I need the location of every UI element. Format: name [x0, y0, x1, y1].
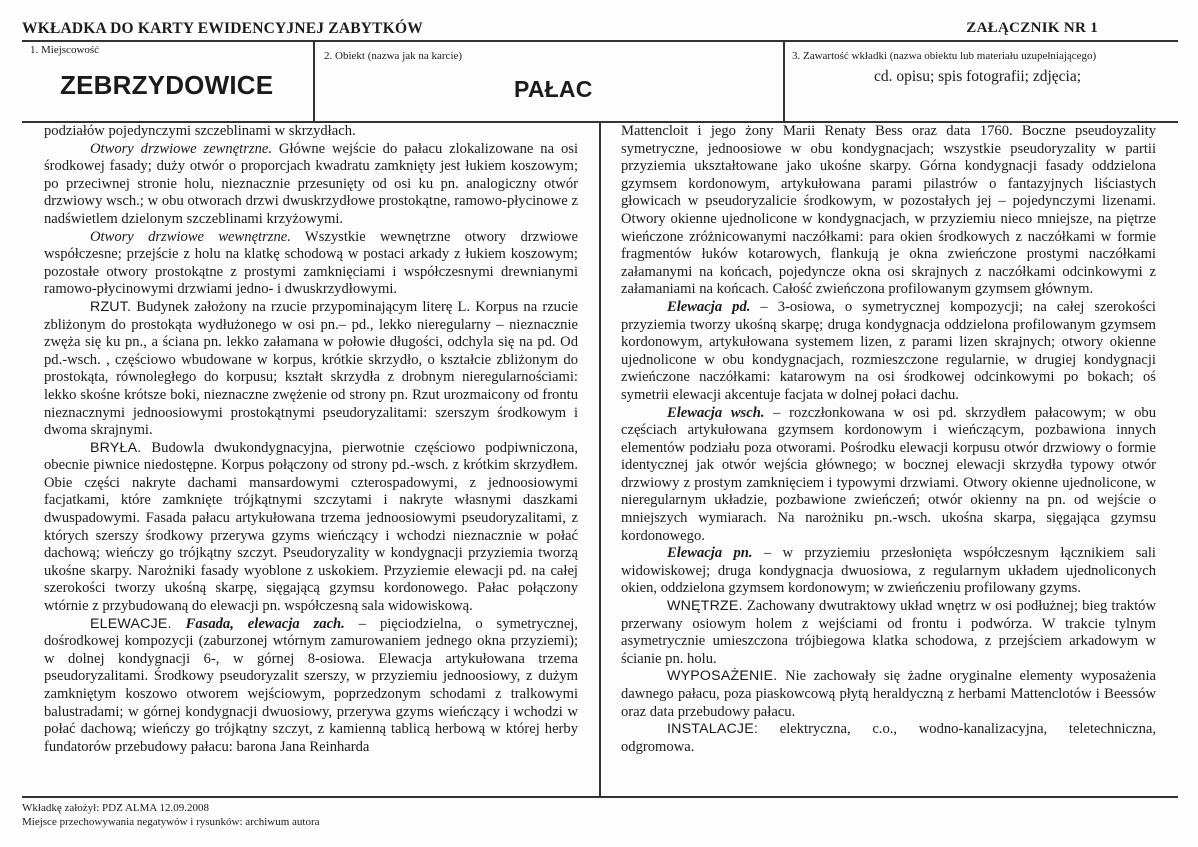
heading-interior: WNĘTRZE.: [667, 598, 743, 615]
subheading-facade: Fasada, elewacja zach.: [185, 615, 345, 632]
heading-plan: RZUT.: [90, 298, 132, 315]
text-north-elevation: – w przyziemiu przesłonięta współczesnym łącznikiem sali widowiskowej; druga kondygnacja dwuosiowa, z regularnym układem ujednoliconych okien, oddzielona gzymsem kordonowym; w zwieńczeniu profilowany gzyms.: [621, 545, 1156, 597]
paragraph-interior-doors: [44, 229, 578, 299]
paragraph-interior: [621, 598, 1156, 668]
locality-value: ZEBRZYDOWICE: [60, 70, 274, 100]
heading-exterior-doors: Otwory drzwiowe zewnętrzne.: [90, 140, 273, 157]
footer-author: Wkładkę założył: PDZ ALMA 12.09.2008: [22, 802, 209, 814]
paragraph-continued: podziałów pojedynczymi szczeblinami w skrzydłach.: [44, 123, 356, 139]
footer-rule: [22, 796, 1178, 798]
heading-east-elevation: Elewacja wsch.: [667, 404, 765, 421]
locality-label: 1. Miejscowość: [30, 44, 100, 56]
paragraph-north-elevation: [621, 545, 1156, 598]
heading-installations: INSTALACJE:: [667, 721, 759, 738]
paragraph-installations: [621, 721, 1156, 756]
text-interior: Zachowany dwutraktowy układ wnętrz w osi podłużnej; bieg traktów przerwany osiowym holem z wejściami od frontu i podwórza. W trakcie tylnym asymetrycznie umieszczona trójbiegowa klatka schodowa, z przejściem arkadowym w ścianie pn. holu.: [621, 598, 1156, 667]
paragraph-massing: [44, 440, 578, 616]
paragraph-furnishings: [621, 668, 1156, 721]
text-furnishings: Nie zachowały się żadne oryginalne elementy wyposażenia dawnego pałacu, poza piaskowcową płytą heraldyczną z herbami Mattenclotów i Beessów oraz data przebudowy pałacu.: [621, 668, 1156, 720]
contents-value: cd. opisu; spis fotografii; zdjęcia;: [874, 68, 1082, 85]
right-text-column: [621, 123, 1156, 756]
contents-label: 3. Zawartość wkładki (nazwa obiektu lub materiału uzupełniającego): [792, 50, 1097, 62]
object-value: PAŁAC: [514, 76, 593, 102]
text-plan: Budynek założony na rzucie przypominającym literę L. Korpus na rzucie zbliżonym do prostokąta wydłużonego w osi pn.– pd., lekko nieregularny – nieznacznie zwęża się ku pn., a ściana pn. lekko załamana w połowie długości, odchyla się na pd. Od pd.-wsch. , częściowo wbudowane w korpus, krótkie skrzydło, o kształcie zbliżonym do prostokąta, równoległego do korpusu; kształt skrzydła z drobnym nieregularnościami: lekko skośne krótsze boki, nieznaczne zwężenie od strony pn. Rzut urozmaicony od frontu nieznacznymi jednoosiowymi prostokątnymi pseudoryzalitami: szerszym środkowym i dwoma skrajnymi.: [44, 298, 578, 439]
paragraph-exterior-doors: [44, 141, 578, 229]
text-east-elevation: – rozczłonkowana w osi pd. skrzydłem pałacowym; w obu częściach artykułowana gzymsem kordonowym i wieńczącym, pozbawiona innych elementów podziału poza otworami. Pośrodku elewacji korpusu otwór drzwiowy o formie identycznej jak otwór wejścia głównego; w bocznej elewacji skrzydła typowy otwór drzwiowy z prostym zamknięciem i typowymi drzwiami. Otwory okienne ujednolicone, w nieregularnym układzie, pozbawione zwieńczeń; otwór okienny na pn. od wejście o mniejszych wymiarach. Na narożniku pn.-wsch. ukośna skarpa, sięgająca gzymsu kordonowego.: [621, 404, 1156, 544]
left-text-column: [44, 123, 578, 756]
paragraph-elevations: [44, 616, 578, 757]
column-divider: [599, 122, 601, 797]
heading-elevations: ELEWACJE.: [90, 615, 172, 632]
heading-south-elevation: Elewacja pd.: [667, 298, 751, 315]
paragraph-south-elevation: [621, 299, 1156, 405]
heading-north-elevation: Elewacja pn.: [667, 545, 753, 562]
annex-number: ZAŁĄCZNIK NR 1: [966, 20, 1098, 36]
paragraph-east-elevation: [621, 405, 1156, 546]
text-installations: elektryczna, c.o., wodno-kanalizacyjna, teletechniczna, odgromowa.: [621, 721, 1156, 755]
paragraph-plan: [44, 299, 578, 440]
heading-interior-doors: Otwory drzwiowe wewnętrzne.: [90, 228, 291, 245]
text-south-elevation: – 3-osiowa, o symetrycznej kompozycji; na całej szerokości przyziemia tworzy ukośną skarpę; druga kondygnacja oddzielona profilowanym gzymsem kordonowym, artykułowana systemem lizen, z parami lizen skrajnych; otwory okienne ujednolicone w obu kondygnacjach, rozmieszczone regularnie, w drugiej kondygnacji zwieńczone naczółkami: katarowym na osi środkowej odcinkowymi po bokach; oś symetrii elewacji akcentuje facjata w dolnej połaci dachu.: [621, 298, 1156, 403]
text-facade: – pięciodzielna, o symetrycznej, dośrodkowej kompozycji (zaburzonej wtórnym zamurowaniem jednego okna przyziemi); w dolnej kondygnacji 6-, w górnej 8-osiowa. Elewacja artykułowana trzema pseudoryzalitami. Środkowy pseudoryzalit szerszy, w przyziemiu jednoosiowy, z dużym zamkniętym koszowo otworem wejściowym, poprzedzonym schodami z tralkowymi balustradami; w górnej kondygnacji dwuosiowy, przerywa gzyms wieńczący i wchodzi w połać dachową; wieńczy go trójkątny szczyt, z kamienną tablicą herbową w której herby fundatorów przebudowy pałacu: barona Jana Reinharda: [44, 615, 578, 755]
document-title: WKŁADKA DO KARTY EWIDENCYJNEJ ZABYTKÓW: [22, 20, 423, 37]
text-exterior-doors: Główne wejście do pałacu zlokalizowane na osi środkowej fasady; duży otwór o proporcjach kwadratu zamknięty jest łukiem koszowym; po przeciwnej stronie holu, nieznacznie przesunięty od osi ku pn. analogiczny otwór drzwiowy wsch.; w obu otworach drzwi dwuskrzydłowe prostokątne, ramowo-płycinowe z nadświetlem dzielonym szczeblinami krzyżowymi.: [44, 140, 579, 227]
field-divider-2: [783, 40, 785, 122]
heading-furnishings: WYPOSAŻENIE.: [667, 668, 778, 685]
header-bar: [0, 20, 1198, 42]
field-divider-1: [313, 40, 315, 122]
text-massing: Budowla dwukondygnacyjna, pierwotnie częściowo podpiwniczona, obecnie piwnice niedostępne. Korpus połączony od strony pd.-wsch. z krótkim skrzydłem. Obie części nakryte dachami mansardowymi czterospadowymi, z jednoosiowymi facjatkami, które zamknięte trójkątnymi szczytami i nakryte własnymi daszkami dwuspadowymi. Fasada pałacu artykułowana trzema jednoosiowymi pseudoryzalitami, z których szerszy środkowy przerywa gzyms wieńczący i wchodzi nieznacznie w połać dachową; wieńczy go trójkątny szczyt. Pseudoryzality w kondygnacji przyziemia tworzą ukośne skarpy. Narożniki fasady wyoblone z uskokiem. Przyziemie elewacji pd. na całej szerokości tworzy ukośną skarpę, sięgającą gzymsu kordonowego. Pałac połączony wtórnie z przybudowaną do elewacji pn. współczesną sala widowiskową.: [44, 439, 578, 615]
text-interior-doors: Wszystkie wewnętrzne otwory drzwiowe współczesne; przejście z holu na klatkę schodową w postaci arkady z łukiem koszowym; pozostałe otwory prostokątne z prostymi zamknięciami i współczesnymi drewnianymi ramowo-płycinowymi drzwiami jedno- i dwuskrzydłowymi.: [44, 228, 578, 298]
heading-massing: BRYŁA.: [90, 439, 142, 456]
paragraph-facade-continued: Mattencloit i jego żony Marii Renaty Bess oraz data 1760. Boczne pseudoyzality symetryczne, jednoosiowe w obu kondygnacjach; wszystkie pseudoryzality w partii przyziemia ukształtowane jako ukośne skarpy. Górna kondygnacji fasady oddzielona gzymsem kordonowym, artykułowana parami pilastrów o fantazyjnych liściastych głowicach w pseudoryzalicie środkowym, w pozostałych jej – pojedynczymi lizenami. Otwory okienne ujednolicone w kondygnacjach, w przyziemiu nieco mniejsze, na piętrze wieńczone zróżnicowanymi naczółkami: para okien środkowych z naczółkami w formie fragmentów łuków kotarowych, flankują je okna zwieńczone prostymi naczółkami załamanymi na końcach, pojedyncze okna osi skrajnych z naczółkami odcinkowymi z załamaniami na końcach. Całość zwieńczona profilowanym gzymsem głównym.: [621, 123, 1156, 298]
header-top-rule: [22, 40, 1178, 42]
footer-storage: Miejsce przechowywania negatywów i rysunków: archiwum autora: [22, 816, 320, 828]
object-label: 2. Obiekt (nazwa jak na karcie): [324, 50, 463, 62]
